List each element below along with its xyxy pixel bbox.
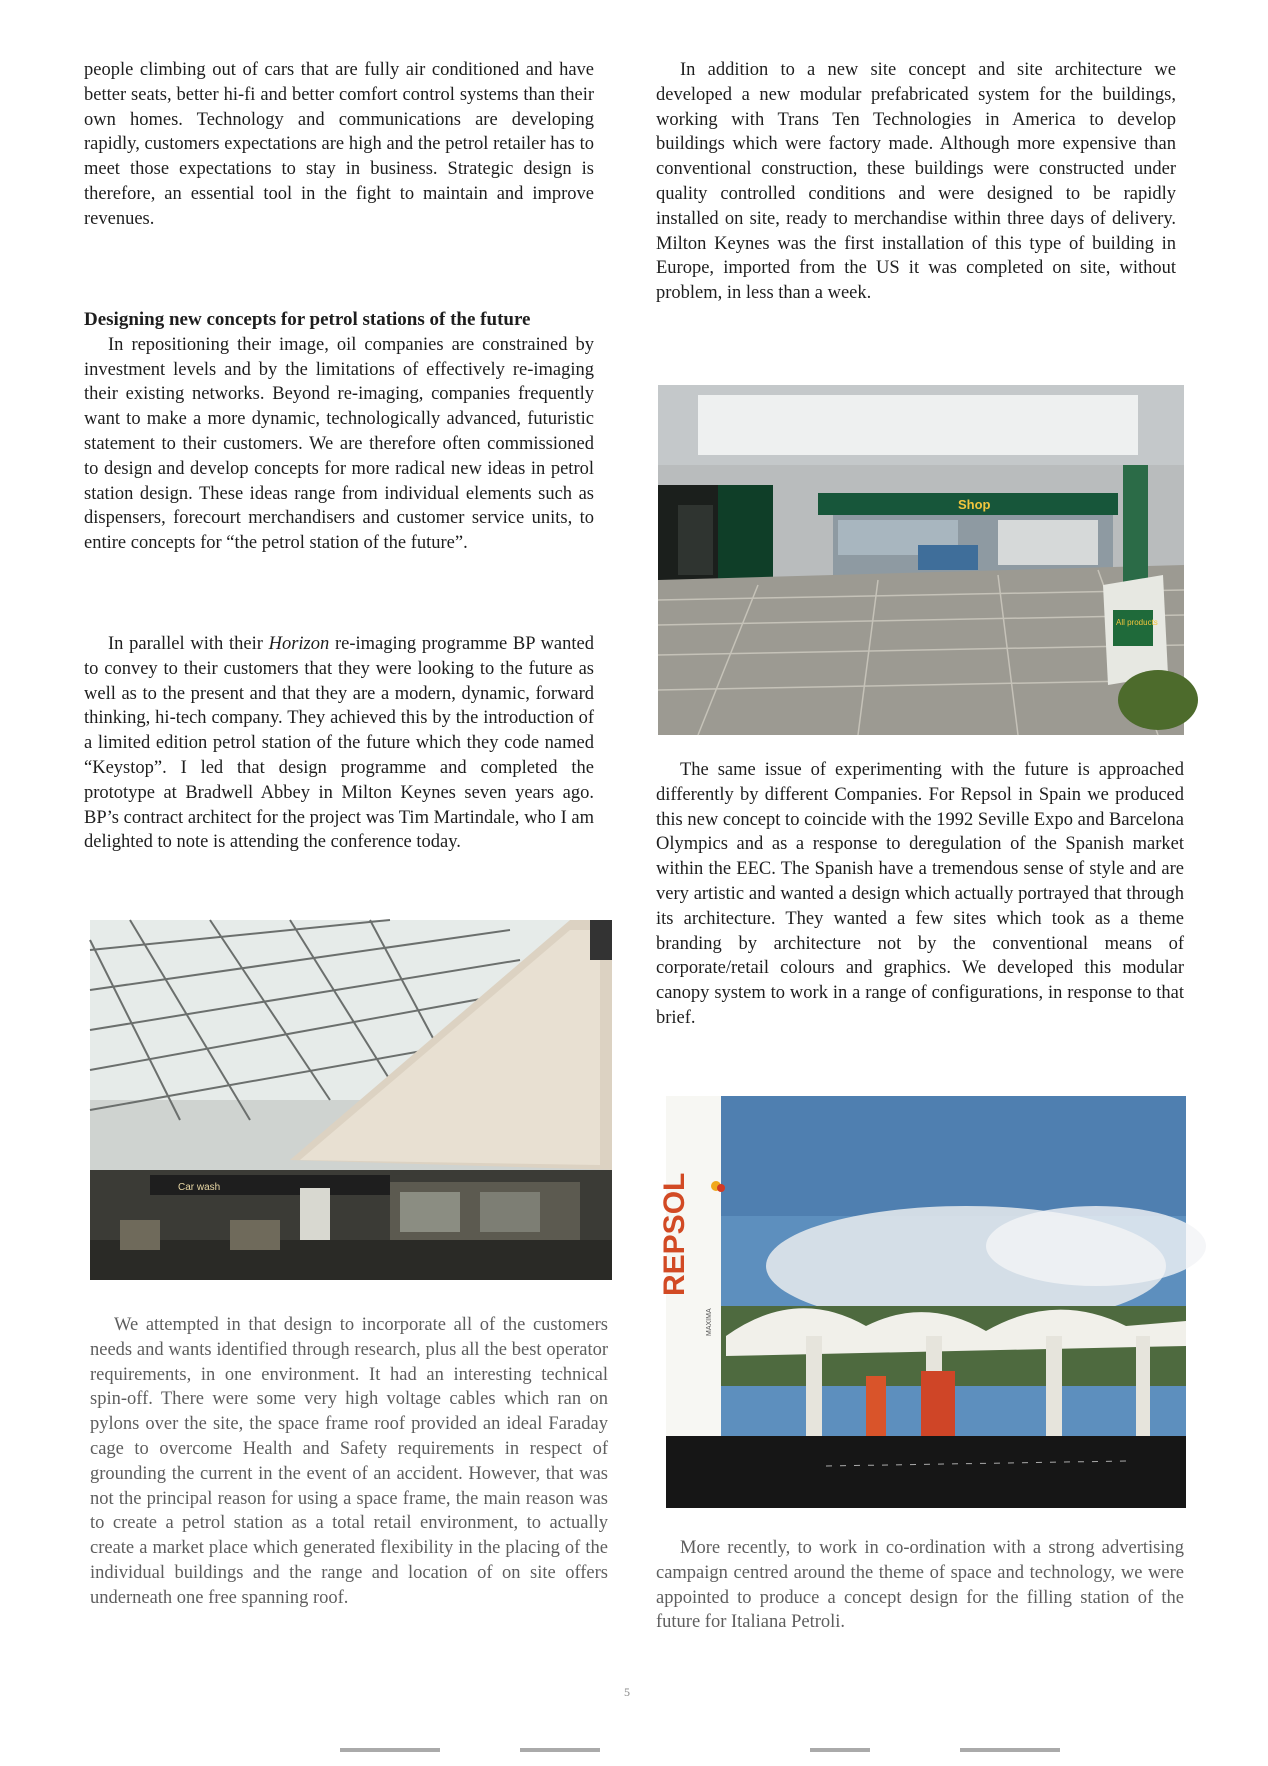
paragraph-italiana-petroli: More recently, to work in co-ordination with a strong advertising campaign centred around the theme of space and technology, we were appointed to produce a concept design for the filling station of the future for Italiana Petroli.: [656, 1538, 1184, 1633]
bottom-edge-mark: [340, 1748, 440, 1752]
milton-keynes-shop-photo: [658, 385, 1184, 735]
paragraph-horizon: [84, 632, 594, 855]
right-column-middle: [656, 758, 1184, 1031]
repsol-totem-brand: REPSOL: [658, 1172, 691, 1296]
section-heading: Designing new concepts for petrol stations of the future: [84, 309, 531, 330]
left-column-horizon: [84, 632, 594, 855]
repsol-canopy-photo: [658, 1096, 1186, 1508]
all-products-totem-label: All products: [1116, 618, 1158, 627]
paragraph-modular-buildings: In addition to a new site concept and site architecture we developed a new modular prefabricated system for the buildings, working with Trans Ten Technologies in America to develop buildings which were factory made. Although more expensive than conventional construction, these buildings were constructed under quality controlled conditions and were designed to be rapidly installed on site, ready to merchandise within three days of delivery. Milton Keynes was the first installation of this type of building in Europe, imported from the US it was completed on site, without problem, in less than a week.: [656, 60, 1176, 304]
car-wash-sign: Car wash: [178, 1182, 221, 1193]
left-column-section: [84, 308, 594, 556]
paragraph-space-frame: We attempted in that design to incorporate all of the customers needs and wants identified through research, plus all the best operator requirements, in one environment. It had an interesting technical spin-off. There were some very high voltage cables which ran on pylons over the site, the space frame roof provided an ideal Faraday cage to overcome Health and Safety requirements in respect of grounding the current in the event of an accident. However, that was not the principal reason for using a space frame, the main reason was to create a petrol station as a total retail environment, to actually create a market place which generated flexibility in the placing of the individual buildings and the range and location of on site offers underneath one free spanning roof.: [90, 1315, 608, 1608]
bottom-edge-mark: [520, 1748, 600, 1752]
repsol-totem-subtitle: MAXIMA: [706, 1308, 713, 1336]
horizon-text-before: In parallel with their: [108, 634, 269, 654]
bottom-edge-mark: [960, 1748, 1060, 1752]
left-column-top: [84, 58, 594, 232]
paragraph-repsol: The same issue of experimenting with the future is approached differently by different Companies. For Repsol in Spain we produced this new concept to coincide with the 1992 Seville Expo and Barcelona Olympics and as a response to deregulation of the Spanish market within the EEC. The Spanish have a tremendous sense of style and are very artistic and wanted a design which actually portrayed that through its architecture. They wanted a few sites which took as a theme branding by architecture not by the conventional means of corporate/retail colours and graphics. We developed this modular canopy system to work in a range of configurations, in response to that brief.: [656, 760, 1184, 1028]
paragraph-opening: people climbing out of cars that are fully air conditioned and have better seats, better hi-fi and better comfort control systems than their own homes. Technology and communications are developing rapidly, customers expectations are high and the petrol retailer has to meet those expectations to stay in business. Strategic design is therefore, an essential tool in the fight to maintain and improve revenues.: [84, 60, 594, 229]
shop-sign: Shop: [958, 497, 991, 512]
right-column-bottom: [656, 1536, 1184, 1635]
bottom-edge-mark: [810, 1748, 870, 1752]
keystop-canopy-photo: [90, 920, 612, 1280]
page-number: 5: [624, 1685, 630, 1699]
horizon-italic: Horizon: [268, 634, 330, 654]
paragraph-repositioning: In repositioning their image, oil companies are constrained by investment levels and by the limitations of effectively re-imaging their existing networks. Beyond re-imaging, companies frequently want to make a more dynamic, technologically advanced, futuristic statement to their customers. We are therefore often commissioned to design and develop concepts for more radical new ideas in petrol station design. These ideas range from individual elements such as dispensers, forecourt merchandisers and customer service units, to entire concepts for “the petrol station of the future”.: [84, 334, 594, 554]
right-column-top: [656, 58, 1176, 306]
left-column-bottom: [90, 1313, 608, 1611]
horizon-text-after: re-imaging programme BP wanted to convey to their customers that they were looking to the future as well as to the present and that they are a modern, dynamic, forward thinking, hi-tech company. They achieved this by the introduction of a limited edition petrol station of the future which they code named “Keystop”. I led that design programme and completed the prototype at Bradwell Abbey in Milton Keynes seven years ago. BP’s contract architect for the project was Tim Martindale, who I am delighted to note is attending the conference today.: [84, 634, 594, 853]
